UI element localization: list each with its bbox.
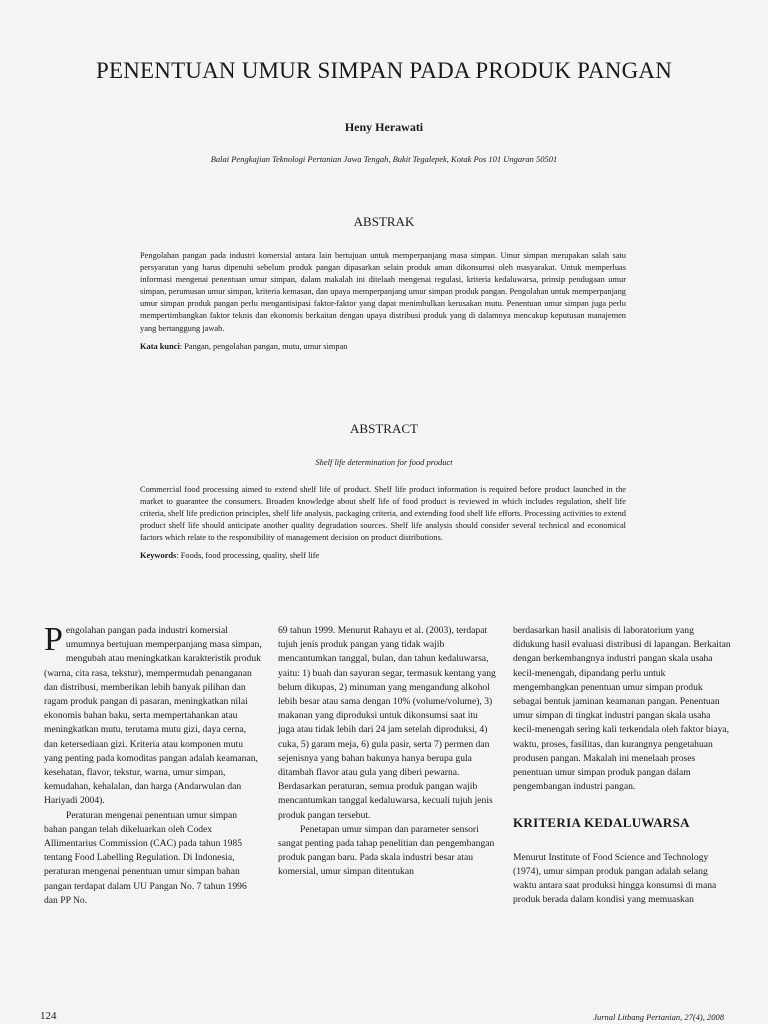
abstrak-heading: ABSTRAK (353, 214, 415, 229)
journal-citation: Jurnal Litbang Pertanian, 27(4), 2008 (593, 1012, 724, 1022)
regulation-paragraph: Peraturan mengenai penentuan umur simpan bahan pangan telah dikeluarkan oleh Codex Allimentarius Commission (CAC) pada tahun 1985 tentang Food Labelling Regulation. Di Indonesia, peraturan mengenai penentuan umur simpan bahan pangan terdapat dalam UU Pangan No. 7 tahun 1996 dan PP No. (44, 809, 247, 906)
page-number: 124 (40, 1010, 57, 1022)
abstrak-body: Pengolahan pangan pada industri komersial antara lain bertujuan untuk memperpanjang masa simpan. Umur simpan merupakan salah satu persyaratan yang harus dipenuhi sebelum produk pangan dipasarkan selain produk aman dikonsumsi oleh masyarakat. Untuk memperluas informasi mengenai penentuan umur simpan, dalam makalah ini ditelaah mengenai regulasi, kriteria kedaluwarsa, prinsip pendugaan umur simpan, perumusan umur simpan, kriteria kemasan, dan upaya memperpanjang umur simpan produk pangan. Pengolahan untuk memperpanjang umur simpan produk pangan perlu mengantisipasi faktor-faktor yang dapat menimbulkan kerusakan mutu. Penentuan umur simpan juga perlu mempertimbangkan faktor teknis dan ekonomis berkaitan dengan upaya distribusi produk yang di dalamnya mencakup keputusan manajemen yang bertanggung jawab. (140, 251, 626, 333)
intro-paragraph-text: engolahan pangan pada industri komersial umumnya bertujuan memperpanjang masa simpan, mengubah atau meningkatkan karakteristik produk (warna, cita rasa, tekstur), mempermudah penanganan dan distribusi, memberikan lebih banyak pilihan dan ragam produk pangan di pasaran, meningkatkan nilai ekonomis bahan baku, serta mempertahankan atau meningkatkan mutu, terutama mutu gizi, daya cerna, dan ketersediaan gizi. Kriteria atau komponen mutu yang penting pada komoditas pangan adalah keamanan, kesehatan, flavor, tekstur, warna, umur simpan, kemudahan, kehalalan, dan harga (Andarwulan dan Hariyadi 2004). (44, 625, 262, 807)
drop-cap: P (44, 621, 63, 658)
abstract-keywords (140, 550, 626, 562)
abstrak-keywords (140, 341, 626, 353)
abstract-body: Commercial food processing aimed to extend shelf life of product. Shelf life product information is required before product launched in the market to guarantee the consumers. Broaden knowledge about shelf life of food product is reviewed in which includes regulation, shelf life criteria, shelf life prediction principles, shelf life analysis, packaging criteria, and extending food shelf life efforts. Processing activities to extend product shelf life should anticipate another quality degradation sources. Shelf life analysis should consider several technical and economical factors which relate to the responsibility of management decision on product distributions. (140, 485, 626, 543)
product-list-paragraph: 69 tahun 1999. Menurut Rahayu et al. (2003), terdapat tujuh jenis produk pangan yang tidak wajib mencantumkan tanggal, bulan, dan tahun kedaluwarsa, yaitu: 1) buah dan sayuran segar, termasuk kentang yang belum dikupas, 2) minuman yang mengandung alkohol lebih besar atau sama dengan 10% (volume/volume), 3) makanan yang diproduksi untuk dikonsumsi saat itu juga atau tidak lebih dari 24 jam setelah diproduksi, 4) cuka, 5) garam meja, 6) gula pasir, serta 7) permen dan sejenisnya yang bahan bakunya hanya berupa gula ditambah flavor atau gula yang diberi pewarna. Berdasarkan peraturan, semua produk pangan wajib mencantumkan tanggal kedaluwarsa, kecuali tujuh jenis produk pangan tersebut. (278, 625, 496, 821)
section-heading-kriteria: KRITERIA KEDALUWARSA (513, 815, 690, 831)
abstract-keywords-text: : Foods, food processing, quality, shelf life (176, 551, 320, 561)
intro-paragraph (44, 621, 262, 809)
body-column-1 (44, 621, 262, 908)
kriteria-paragraph: Menurut Institute of Food Science and Technology (1974), umur simpan produk pangan adalah selang waktu antara saat produksi hingga konsumsi di mana produk berada dalam kondisi yang memuaskan (513, 851, 717, 906)
abstract-keywords-label: Keywords (140, 551, 177, 561)
abstrak-keywords-text: : Pangan, pengolahan pangan, mutu, umur simpan (179, 341, 348, 351)
abstract-subtitle: Shelf life determination for food product (315, 457, 453, 467)
body-column-2 (278, 624, 496, 880)
abstrak-keywords-label: Kata kunci (140, 341, 180, 351)
author-name: Heny Herawati (344, 120, 424, 134)
abstract-heading: ABSTRACT (350, 421, 418, 436)
author-affiliation: Balai Pengkajian Teknologi Pertanian Jawa Tengah, Bukit Tegalepek, Kotak Pos 101 Ungaran 50501 (210, 154, 558, 164)
abstract-section (140, 484, 626, 563)
sensory-paragraph: Penetapan umur simpan dan parameter sensori sangat penting pada tahap penelitian dan pengembangan produk pangan baru. Pada skala industri besar atau komersial, umur simpan ditentukan (278, 823, 495, 878)
paper-title: PENENTUAN UMUR SIMPAN PADA PRODUK PANGAN (95, 58, 673, 83)
body-column-3 (513, 624, 731, 907)
industry-paragraph: berdasarkan hasil analisis di laboratorium yang didukung hasil evaluasi distribusi di lapangan. Berkaitan dengan berkembangnya industri pangan skala usaha kecil-menengah, dipandang perlu untuk mengembangkan penentuan umur simpan produk sebagai bentuk jaminan keamanan pangan. Penentuan umur simpan di tingkat industri pangan skala usaha kecil-menengah sering kali terkendala oleh faktor biaya, waktu, proses, fasilitas, dan kurangnya pengetahuan produsen pangan. Makalah ini menelaah proses penentuan umur simpan produk pangan dalam pengembangan industri pangan. (513, 625, 731, 793)
abstrak-section (140, 250, 626, 353)
